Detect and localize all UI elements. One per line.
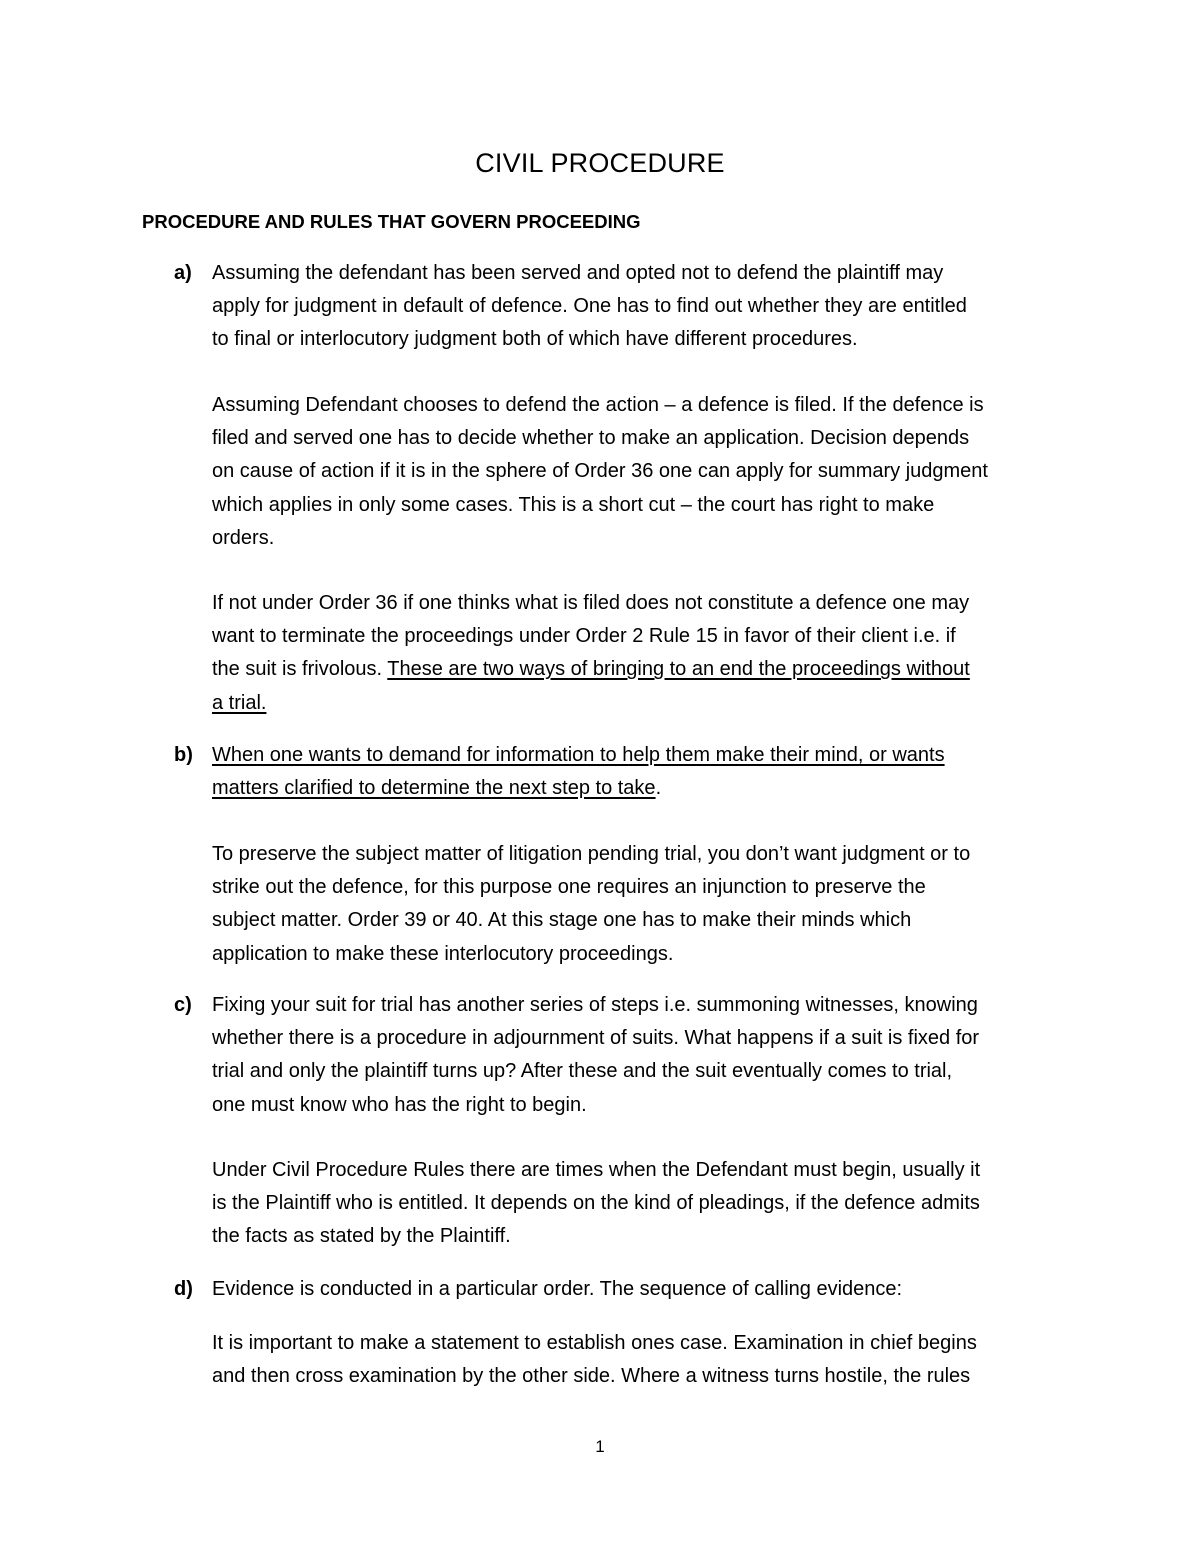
item-c-paragraph-1 [212,989,1072,1122]
item-b-paragraph-1 [212,739,1072,805]
text-line [212,653,1072,686]
text-line [212,772,1072,805]
text-line: to final or interlocutory judgment both of which have different procedures. [212,328,858,351]
section-heading: PROCEDURE AND RULES THAT GOVERN PROCEEDING [142,211,641,232]
text-line: on cause of action if it is in the sphere of Order 36 one can apply for summary judgment [212,460,988,483]
text-line: whether there is a procedure in adjournment of suits. What happens if a suit is fixed for [212,1027,980,1050]
text-line: Assuming the defendant has been served and opted not to defend the plaintiff may [212,262,944,284]
text-line: filed and served one has to decide whether to make an application. Decision depends [212,427,970,450]
underlined-text: These are two ways of bringing to an end the proceedings without [387,658,970,681]
item-label-a: a) [174,262,192,284]
text-line: If not under Order 36 if one thinks what is filed does not constitute a defence one may [212,592,970,614]
item-a-paragraph-3 [212,587,1072,720]
item-d-paragraph-1 [212,1273,1072,1306]
text-line: the facts as stated by the Plaintiff. [212,1225,511,1248]
text-line: Fixing your suit for trial has another series of steps i.e. summoning witnesses, knowing [212,994,978,1016]
text-line: is the Plaintiff who is entitled. It depends on the kind of pleadings, if the defence admits [212,1192,980,1215]
page-number: 1 [595,1437,605,1456]
text-line: orders. [212,526,275,549]
underlined-text: When one wants to demand for information to help them make their mind, or wants [212,744,945,766]
item-d-paragraph-2 [212,1327,1072,1393]
item-a-paragraph-1 [212,257,1072,357]
item-c-paragraph-2 [212,1154,1072,1254]
underlined-text: matters clarified to determine the next step to take [212,777,656,800]
text-line: trial and only the plaintiff turns up? After these and the suit eventually comes to trial, [212,1060,953,1083]
text-line: one must know who has the right to begin. [212,1093,587,1116]
text-line: strike out the defence, for this purpose one requires an injunction to preserve the [212,876,926,899]
text-line: Evidence is conducted in a particular order. The sequence of calling evidence: [212,1278,903,1300]
text-line: which applies in only some cases. This is a short cut – the court has right to make [212,493,935,516]
text-line: Assuming Defendant chooses to defend the action – a defence is filed. If the defence is [212,394,984,416]
item-b-paragraph-2 [212,838,1072,971]
underlined-text: a trial. [212,691,267,714]
text-run: the suit is frivolous. [212,658,388,681]
text-line: and then cross examination by the other side. Where a witness turns hostile, the rules [212,1365,971,1388]
text-line: To preserve the subject matter of litigation pending trial, you don’t want judgment or to [212,843,971,865]
text-line: apply for judgment in default of defence. One has to find out whether they are entitled [212,295,967,318]
text-run: . [655,777,662,800]
text-line: application to make these interlocutory proceedings. [212,942,674,965]
item-a-paragraph-2 [212,389,1072,555]
text-line: Under Civil Procedure Rules there are times when the Defendant must begin, usually it [212,1159,981,1181]
text-line: It is important to make a statement to establish ones case. Examination in chief begins [212,1332,977,1354]
document-title: CIVIL PROCEDURE [475,148,725,178]
text-line: subject matter. Order 39 or 40. At this stage one has to make their minds which [212,909,912,932]
text-line [212,739,1072,772]
item-label-b: b) [174,744,193,766]
text-line: want to terminate the proceedings under Order 2 Rule 15 in favor of their client i.e. if [212,625,956,648]
item-label-d: d) [174,1278,193,1300]
text-line [212,687,1072,720]
item-label-c: c) [174,994,192,1016]
